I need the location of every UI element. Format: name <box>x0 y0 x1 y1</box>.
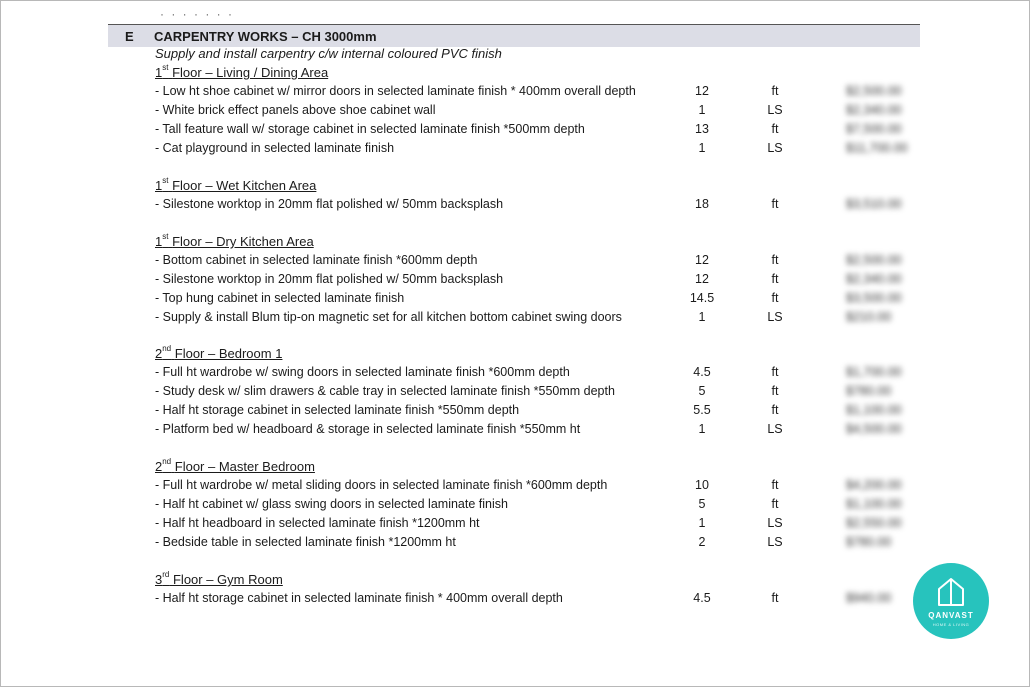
line-item-description: - Half ht cabinet w/ glass swing doors in selected laminate finish <box>155 497 508 511</box>
line-item-quantity: 5.5 <box>693 403 711 417</box>
line-item-unit: ft <box>771 591 779 605</box>
line-item-unit: ft <box>771 478 779 492</box>
line-item-price: $2,500.00 <box>846 253 902 267</box>
logo-wordmark: QANVAST <box>928 611 974 620</box>
line-item-unit: ft <box>771 291 779 305</box>
line-item-price: $210.00 <box>846 310 892 324</box>
line-item-description: - Full ht wardrobe w/ swing doors in selected laminate finish *600mm depth <box>155 365 570 379</box>
line-item-description: - Tall feature wall w/ storage cabinet in selected laminate finish *500mm depth <box>155 122 585 136</box>
line-item-unit: LS <box>767 535 783 549</box>
line-item-price: $940.00 <box>846 591 892 605</box>
previous-section-remnant: · · · · · · · <box>160 12 234 20</box>
line-item-quantity: 1 <box>698 422 706 436</box>
line-item-description: - Low ht shoe cabinet w/ mirror doors in selected laminate finish * 400mm overall depth <box>155 84 636 98</box>
area-heading: 2nd Floor – Master Bedroom <box>155 457 315 474</box>
house-icon <box>935 575 967 609</box>
line-item-unit: ft <box>771 403 779 417</box>
line-item-unit: ft <box>771 497 779 511</box>
line-item-description: - Study desk w/ slim drawers & cable tray in selected laminate finish *550mm depth <box>155 384 615 398</box>
area-heading: 2nd Floor – Bedroom 1 <box>155 344 283 361</box>
line-item-quantity: 14.5 <box>689 291 715 305</box>
line-item-quantity: 12 <box>695 272 709 286</box>
line-item-unit: LS <box>767 310 783 324</box>
section-title: CARPENTRY WORKS – CH 3000mm <box>154 29 377 44</box>
line-item-price: $2,340.00 <box>846 272 902 286</box>
line-item-unit: LS <box>767 422 783 436</box>
line-item-price: $2,340.00 <box>846 103 902 117</box>
line-item-unit: ft <box>771 197 779 211</box>
line-item-price: $1,100.00 <box>846 403 902 417</box>
line-item-price: $7,500.00 <box>846 122 902 136</box>
line-item-unit: ft <box>771 384 779 398</box>
line-item-description: - Supply & install Blum tip-on magnetic set for all kitchen bottom cabinet swing doors <box>155 310 622 324</box>
line-item-quantity: 4.5 <box>693 591 711 605</box>
brand-logo <box>913 563 989 639</box>
line-item-price: $3,510.00 <box>846 197 902 211</box>
line-item-price: $4,200.00 <box>846 478 902 492</box>
line-item-description: - Half ht storage cabinet in selected laminate finish *550mm depth <box>155 403 520 417</box>
line-item-description: - Bottom cabinet in selected laminate finish *600mm depth <box>155 253 478 267</box>
line-item-unit: ft <box>771 84 779 98</box>
line-item-price: $2,500.00 <box>846 84 902 98</box>
section-subtitle: Supply and install carpentry c/w internal coloured PVC finish <box>155 46 502 61</box>
line-item-price: $3,500.00 <box>846 291 902 305</box>
line-item-quantity: 5 <box>698 497 706 511</box>
line-item-unit: LS <box>767 141 783 155</box>
line-item-price: $2,550.00 <box>846 516 902 530</box>
line-item-description: - White brick effect panels above shoe cabinet wall <box>155 103 436 117</box>
line-item-quantity: 1 <box>698 310 706 324</box>
line-item-quantity: 12 <box>695 84 709 98</box>
section-header <box>108 24 920 47</box>
area-heading: 1st Floor – Dry Kitchen Area <box>155 232 314 249</box>
area-heading: 1st Floor – Living / Dining Area <box>155 63 329 80</box>
line-item-description: - Platform bed w/ headboard & storage in selected laminate finish *550mm ht <box>155 422 581 436</box>
line-item-unit: ft <box>771 122 779 136</box>
line-item-description: - Half ht headboard in selected laminate finish *1200mm ht <box>155 516 480 530</box>
line-item-price: $1,100.00 <box>846 497 902 511</box>
line-item-quantity: 13 <box>695 122 709 136</box>
line-item-quantity: 1 <box>698 103 706 117</box>
line-item-description: - Silestone worktop in 20mm flat polished w/ 50mm backsplash <box>155 272 504 286</box>
area-heading: 3rd Floor – Gym Room <box>155 570 283 587</box>
line-item-description: - Full ht wardrobe w/ metal sliding doors in selected laminate finish *600mm depth <box>155 478 608 492</box>
line-item-price: $4,500.00 <box>846 422 902 436</box>
line-item-description: - Silestone worktop in 20mm flat polished w/ 50mm backsplash <box>155 197 504 211</box>
line-item-quantity: 18 <box>695 197 709 211</box>
area-heading: 1st Floor – Wet Kitchen Area <box>155 176 317 193</box>
line-item-quantity: 2 <box>698 535 706 549</box>
line-item-quantity: 10 <box>695 478 709 492</box>
line-item-unit: ft <box>771 365 779 379</box>
logo-tagline: HOME & LIVING <box>932 622 970 627</box>
line-item-unit: LS <box>767 516 783 530</box>
line-item-quantity: 1 <box>698 141 706 155</box>
line-item-price: $1,700.00 <box>846 365 902 379</box>
line-item-quantity: 1 <box>698 516 706 530</box>
line-item-quantity: 5 <box>698 384 706 398</box>
line-item-unit: ft <box>771 272 779 286</box>
line-item-quantity: 4.5 <box>693 365 711 379</box>
line-item-quantity: 12 <box>695 253 709 267</box>
section-letter: E <box>125 29 134 44</box>
line-item-price: $780.00 <box>846 384 892 398</box>
line-item-price: $780.00 <box>846 535 892 549</box>
line-item-description: - Half ht storage cabinet in selected laminate finish * 400mm overall depth <box>155 591 563 605</box>
line-item-description: - Bedside table in selected laminate finish *1200mm ht <box>155 535 456 549</box>
line-item-description: - Cat playground in selected laminate finish <box>155 141 395 155</box>
line-item-price: $11,700.00 <box>846 141 908 155</box>
line-item-unit: LS <box>767 103 783 117</box>
line-item-unit: ft <box>771 253 779 267</box>
line-item-description: - Top hung cabinet in selected laminate finish <box>155 291 405 305</box>
